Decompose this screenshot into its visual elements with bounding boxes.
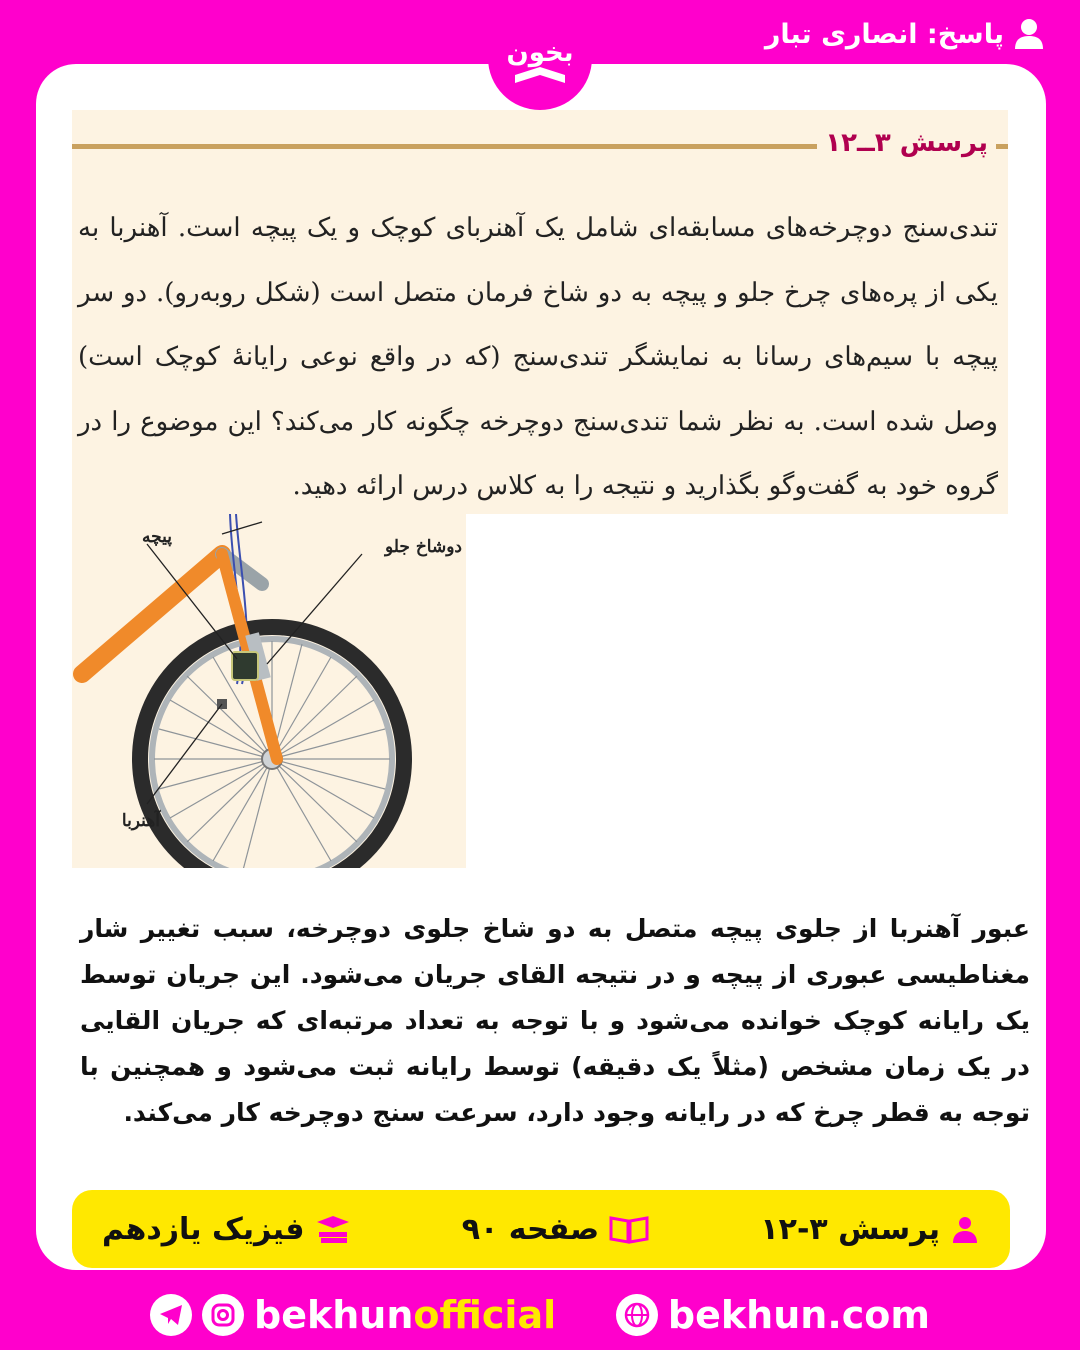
logo-text: بخون [506,38,574,68]
bekhun-logo [488,6,592,110]
handle-text[interactable]: bekhunofficial [254,1293,557,1337]
coil [232,652,258,680]
label-coil: پیچه [142,527,172,547]
website-text[interactable]: bekhun.com [667,1293,930,1337]
author-credit [765,16,1044,52]
question-number: پرسش ۳-۱۲ [760,1212,980,1247]
book-title: فیزیک یازدهم [102,1212,351,1247]
footer [150,1290,930,1340]
textbook-question [72,110,1008,514]
bicycle-wheel-illustration [72,514,466,868]
content-card [36,64,1046,1270]
question-text: تندی‌سنج دوچرخه‌های مسابقه‌ای شامل یک آهنربای کوچک و یک پیچه است. آهنربا به یکی از پره‌های چرخ جلو و پیچه به دو شاخ فرمان متصل است (شکل روبه‌رو). دو سر پیچه با سیم‌های رسانا به نمایشگر تندی‌سنج (که در واقع نوعی رایانهٔ کوچک است) وصل شده است. به نظر شما تندی‌سنج دوچرخه چگونه کار می‌کند؟ این موضوع را در گروه خود به گفت‌وگو بگذارید و نتیجه را به کلاس درس ارائه دهید. [78,213,998,501]
open-book-icon [609,1214,649,1244]
globe-icon [616,1294,658,1336]
label-magnet: آهنربا [121,811,160,831]
question-title: پرسش ۳ــ۱۲ [817,124,996,162]
author-text: پاسخ: انصاری تبار [764,18,1004,50]
page-number: صفحه ۹۰ [462,1212,649,1247]
student-icon [950,1214,980,1244]
instagram-icon[interactable] [202,1294,244,1336]
info-bar [72,1190,1010,1268]
books-graduation-icon [315,1214,351,1244]
label-fork: دوشاخ جلو [384,537,462,557]
bicycle-figure [72,514,466,868]
social-handle[interactable] [150,1293,556,1337]
website-link[interactable] [616,1293,930,1337]
telegram-icon[interactable] [150,1294,192,1336]
answer-text: عبور آهنربا از جلوی پیچه متصل به دو شاخ جلوی دوچرخه، سبب تغییر شار مغناطیسی عبوری از پیچه و در نتیجه القای جریان می‌شود. این جریان توسط یک رایانه کوچک خوانده می‌شود و با توجه به تعداد مرتبه‌ای که جریان القایی در یک زمان مشخص (مثلاً یک دقیقه) توسط رایانه ثبت می‌شود و همچنین با توجه به قطر چرخ که در رایانه وجود دارد، سرعت سنج دوچرخه کار می‌کند. [80,914,1030,1127]
user-icon [1014,18,1044,50]
question-header [72,124,1008,164]
